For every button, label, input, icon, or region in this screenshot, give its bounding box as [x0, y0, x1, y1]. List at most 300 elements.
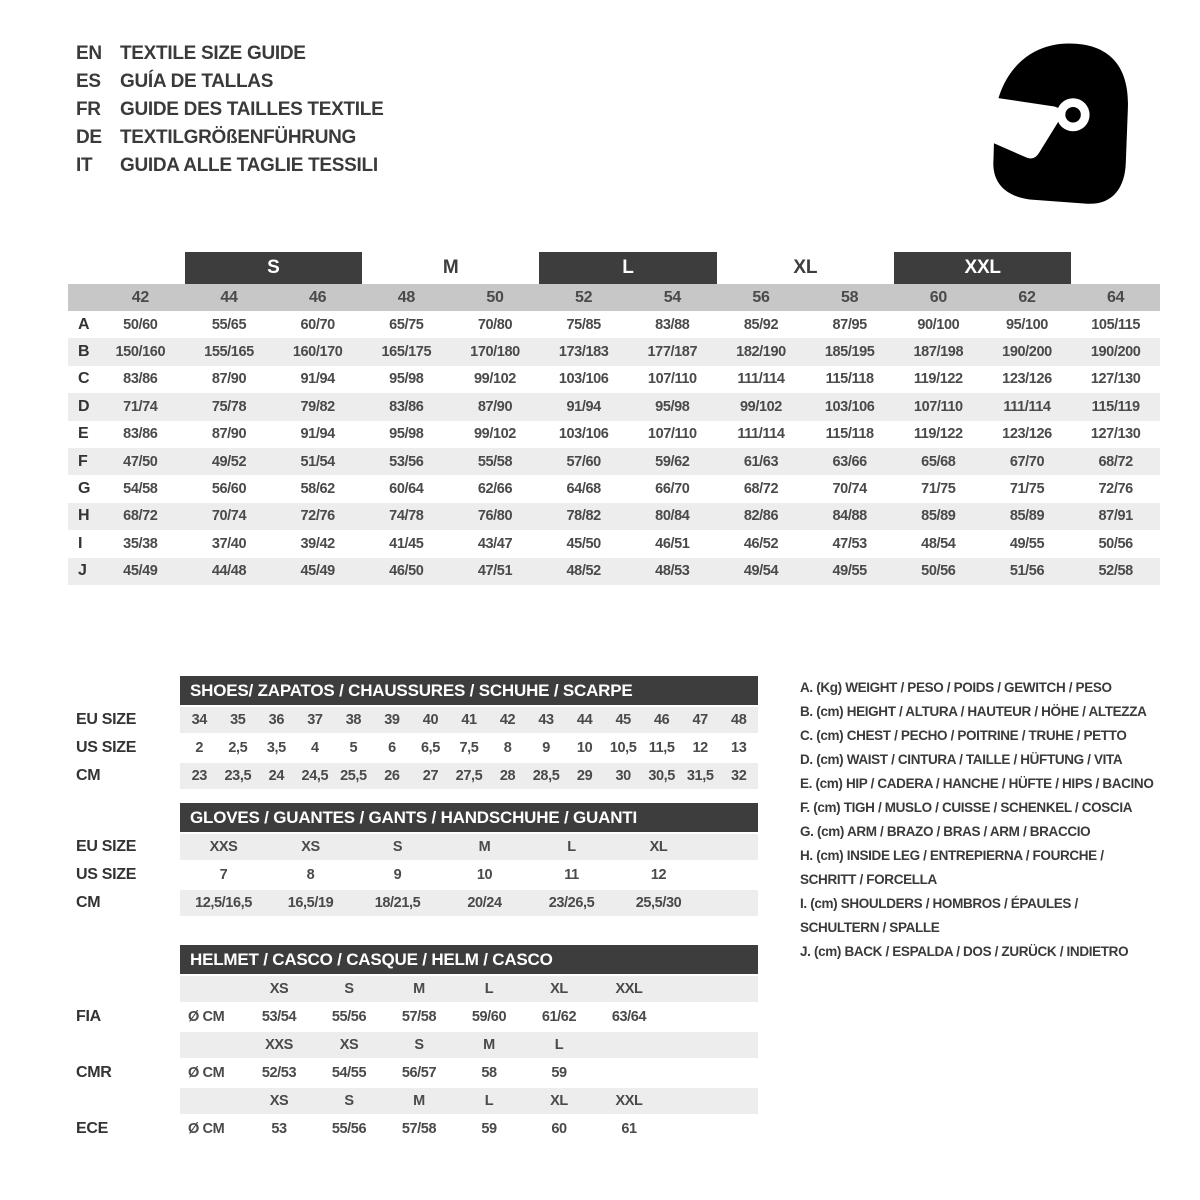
size-cell-value: M — [478, 839, 491, 855]
size-value: 95/98 — [389, 371, 424, 388]
racing-helmet-icon — [978, 38, 1133, 206]
helmet-size-label: M — [413, 981, 425, 997]
size-cell-value: 11 — [564, 867, 579, 883]
size-value: 70/74 — [832, 481, 867, 498]
size-value: 107/110 — [647, 426, 697, 443]
gloves-size-row — [68, 862, 758, 888]
size-value: 68/72 — [1098, 453, 1133, 470]
size-value: 182/190 — [736, 344, 786, 361]
size-value: 119/122 — [913, 426, 963, 443]
numeric-size: 44 — [220, 288, 238, 306]
size-value: 70/80 — [477, 316, 513, 333]
language-code: EN — [76, 43, 102, 64]
measurement-row — [68, 503, 1160, 530]
gloves-title-bar: GLOVES / GUANTES / GANTS / HANDSCHUHE / GUANTI — [180, 803, 758, 832]
languages-list — [76, 40, 383, 180]
row-label: C — [78, 370, 90, 388]
measurement-row — [68, 393, 1160, 420]
size-value: 87/90 — [477, 398, 513, 415]
helmet-size-value: 61 — [621, 1121, 637, 1137]
helmet-size-label: XL — [550, 981, 568, 997]
size-row-label: CM — [76, 767, 101, 784]
size-cell-value: 43 — [538, 712, 554, 728]
legend-item — [800, 820, 1200, 844]
size-value: 50/60 — [123, 316, 158, 333]
shoes-rows — [68, 707, 758, 789]
unit-label: Ø CM — [188, 1009, 225, 1025]
shoes-size-band — [180, 735, 758, 761]
size-cell-value: 7 — [219, 867, 228, 883]
helmet-standard-label: CMR — [76, 1064, 112, 1081]
language-title: TEXTILGRÖßENFÜHRUNG — [120, 127, 357, 148]
helmet-size-label: XL — [550, 1093, 568, 1109]
helmet-sizes-band — [180, 1088, 758, 1114]
legend-line: SCHRITT / FORCELLA — [800, 872, 937, 887]
size-value: 78/82 — [566, 508, 601, 525]
size-value: 103/106 — [558, 426, 609, 443]
language-code: FR — [76, 99, 101, 120]
size-cell-value: 13 — [731, 740, 747, 756]
size-value: 55/58 — [477, 453, 513, 470]
size-value: 49/54 — [743, 563, 779, 580]
row-label: G — [78, 480, 91, 498]
legend-item — [800, 772, 1200, 796]
size-value: 65/68 — [921, 453, 956, 470]
numeric-size: 60 — [929, 288, 947, 306]
helmet-values-band — [180, 1004, 758, 1030]
gloves-section — [68, 803, 758, 916]
size-value: 165/175 — [381, 344, 432, 361]
size-value: 43/47 — [477, 535, 513, 552]
size-value: 119/122 — [913, 371, 963, 388]
size-cell-value: 40 — [422, 712, 439, 728]
size-value: 123/126 — [1002, 426, 1052, 443]
language-title: GUIDE DES TAILLES TEXTILE — [120, 99, 384, 120]
size-value: 67/70 — [1009, 453, 1045, 470]
size-cell-value: XS — [301, 839, 320, 855]
size-cell-value: 10 — [476, 867, 493, 883]
legend-line: I. (cm) SHOULDERS / HOMBROS / ÉPAULES / — [800, 896, 1078, 911]
helmet-values-row — [68, 1004, 758, 1030]
size-cell-value: 7,5 — [459, 740, 479, 756]
helmet-sizes-band — [180, 976, 758, 1002]
size-value: 83/86 — [389, 398, 424, 415]
size-group-m: M — [442, 257, 459, 278]
legend-item — [800, 676, 1200, 700]
helmet-size-label: XS — [269, 981, 289, 997]
measurement-row — [68, 311, 1160, 338]
legend-line: J. (cm) BACK / ESPALDA / DOS / ZURÜCK / INDIETRO — [800, 944, 1129, 959]
size-cell-value: 31,5 — [686, 768, 714, 784]
size-value: 64/68 — [566, 481, 601, 498]
size-group-l: L — [539, 252, 716, 284]
size-cell-value: 35 — [230, 712, 246, 728]
language-row — [76, 124, 383, 152]
row-label: A — [78, 315, 90, 333]
size-value: 107/110 — [647, 371, 697, 388]
size-value: 47/53 — [832, 535, 867, 552]
size-value: 57/60 — [566, 453, 601, 470]
language-code: ES — [76, 71, 101, 92]
measurement-row — [68, 475, 1160, 502]
size-cell-value: 18/21,5 — [374, 895, 421, 911]
helmet-size-label: S — [414, 1037, 424, 1053]
size-cell-value: 36 — [268, 712, 284, 728]
size-cell-value: 28,5 — [532, 768, 560, 784]
size-cell-value: 23/26,5 — [548, 895, 595, 911]
size-cell-value: 2 — [195, 740, 204, 756]
language-row — [76, 96, 383, 124]
row-label: D — [78, 397, 90, 415]
language-title: TEXTILE SIZE GUIDE — [120, 43, 306, 64]
helmet-title-bar: HELMET / CASCO / CASQUE / HELM / CASCO — [180, 945, 758, 974]
size-value: 71/75 — [1009, 481, 1045, 498]
size-value: 177/187 — [647, 344, 698, 361]
size-value: 68/72 — [123, 508, 158, 525]
size-value: 49/52 — [211, 453, 247, 470]
size-cell-value: 10 — [576, 740, 593, 756]
numeric-size: 48 — [397, 288, 415, 306]
measurement-row — [68, 338, 1160, 365]
helmet-size-value: 52/53 — [261, 1065, 297, 1081]
size-cell-value: 12,5/16,5 — [195, 895, 252, 911]
row-label: I — [78, 534, 83, 552]
size-value: 71/75 — [921, 481, 956, 498]
size-value: 63/66 — [832, 453, 867, 470]
size-cell-value: 9 — [393, 867, 402, 883]
legend-item — [800, 724, 1200, 748]
helmet-size-label: S — [344, 981, 354, 997]
size-value: 60/64 — [389, 481, 424, 498]
unit-label: Ø CM — [188, 1065, 225, 1081]
size-value: 65/75 — [389, 316, 424, 333]
measurement-row — [68, 530, 1160, 557]
size-value: 160/170 — [292, 344, 343, 361]
numeric-size: 54 — [663, 288, 681, 306]
size-cell-value: 11,5 — [648, 740, 675, 756]
size-value: 105/115 — [1091, 316, 1141, 333]
helmet-size-label: XXS — [265, 1037, 293, 1053]
size-value: 53/56 — [389, 453, 424, 470]
row-label: J — [78, 562, 87, 580]
size-cell-value: 12 — [650, 867, 667, 883]
gloves-size-band — [180, 834, 758, 860]
gloves-size-row — [68, 834, 758, 860]
size-cell-value: 44 — [576, 712, 593, 728]
size-value: 103/106 — [824, 398, 875, 415]
language-code: IT — [76, 155, 93, 176]
size-value: 48/52 — [566, 563, 601, 580]
size-cell-value: 10,5 — [609, 740, 637, 756]
helmet-size-value: 59 — [481, 1121, 497, 1137]
legend-line: E. (cm) HIP / CADERA / HANCHE / HÜFTE / HIPS / BACINO — [800, 776, 1154, 791]
size-value: 150/160 — [115, 344, 166, 361]
size-value: 190/200 — [1002, 344, 1052, 361]
size-cell-value: 29 — [576, 768, 593, 784]
size-row-label: US SIZE — [76, 739, 137, 756]
legend-line: D. (cm) WAIST / CINTURA / TAILLE / HÜFTUNG / VITA — [800, 752, 1123, 767]
size-cell-value: 47 — [692, 712, 708, 728]
size-cell-value: 3,5 — [266, 740, 286, 756]
size-value: 45/49 — [123, 563, 158, 580]
size-cell-value: 30,5 — [648, 768, 675, 784]
size-value: 95/100 — [1006, 316, 1048, 333]
size-value: 85/89 — [1009, 508, 1045, 525]
helmet-sizes-band — [180, 1032, 758, 1058]
size-value: 99/102 — [474, 426, 516, 443]
size-value: 72/76 — [1098, 481, 1133, 498]
size-value: 155/165 — [204, 344, 254, 361]
size-value: 87/90 — [211, 371, 247, 388]
size-cell-value: 6,5 — [420, 740, 440, 756]
size-value: 127/130 — [1090, 371, 1141, 388]
size-cell-value: 24,5 — [301, 768, 329, 784]
size-value: 190/200 — [1090, 344, 1141, 361]
size-value: 75/78 — [211, 398, 247, 415]
size-value: 123/126 — [1002, 371, 1052, 388]
helmet-size-value: 59 — [551, 1065, 567, 1081]
size-value: 95/98 — [389, 426, 424, 443]
size-value: 48/54 — [921, 535, 956, 552]
helmet-size-value: 61/62 — [541, 1009, 577, 1025]
size-value: 85/89 — [921, 508, 956, 525]
helmet-size-value: 57/58 — [401, 1009, 437, 1025]
helmet-size-label: XS — [269, 1093, 289, 1109]
size-cell-value: 8 — [306, 867, 315, 883]
size-value: 75/85 — [566, 316, 601, 333]
size-row-label: CM — [76, 894, 101, 911]
language-row — [76, 152, 383, 180]
size-cell-value: 24 — [268, 768, 284, 784]
size-value: 115/118 — [825, 371, 874, 388]
size-value: 45/50 — [566, 535, 601, 552]
legend-item — [800, 700, 1200, 724]
language-code: DE — [76, 127, 102, 148]
helmet-size-value: 59/60 — [471, 1009, 507, 1025]
size-value: 83/86 — [123, 426, 158, 443]
gloves-size-band — [180, 862, 758, 888]
numeric-size: 64 — [1107, 288, 1125, 306]
numeric-size: 50 — [486, 288, 504, 306]
size-value: 46/52 — [743, 535, 779, 552]
helmet-size-value: 53/54 — [261, 1009, 297, 1025]
size-value: 70/74 — [211, 508, 247, 525]
size-value: 46/50 — [389, 563, 424, 580]
size-cell-value: 38 — [345, 712, 362, 728]
size-group-header — [68, 252, 1160, 284]
size-value: 58/62 — [300, 481, 335, 498]
size-value: 90/100 — [917, 316, 960, 333]
helmet-section — [68, 945, 758, 1142]
size-value: 170/180 — [470, 344, 520, 361]
size-value: 99/102 — [474, 371, 516, 388]
size-cell-value: 32 — [731, 768, 747, 784]
helmet-size-value: 55/56 — [331, 1009, 367, 1025]
size-cell-value: 25,5/30 — [635, 895, 682, 911]
size-value: 54/58 — [123, 481, 158, 498]
size-value: 68/72 — [743, 481, 779, 498]
size-value: 71/74 — [123, 398, 158, 415]
size-value: 45/49 — [300, 563, 335, 580]
size-cell-value: 25,5 — [340, 768, 367, 784]
legend-line: A. (Kg) WEIGHT / PESO / POIDS / GEWITCH / PESO — [800, 680, 1112, 695]
size-value: 173/183 — [558, 344, 609, 361]
helmet-size-label: L — [484, 981, 494, 997]
shoes-size-band — [180, 763, 758, 789]
size-value: 91/94 — [300, 426, 335, 443]
language-title: GUIDA ALLE TAGLIE TESSILI — [120, 155, 378, 176]
size-value: 60/70 — [300, 316, 335, 333]
size-value: 115/119 — [1091, 398, 1140, 415]
numeric-size: 58 — [841, 288, 859, 306]
size-value: 107/110 — [913, 398, 963, 415]
size-cell-value: XXS — [209, 839, 238, 855]
size-value: 85/92 — [743, 316, 779, 333]
legend-item — [800, 892, 1200, 940]
size-value: 91/94 — [300, 371, 335, 388]
size-value: 91/94 — [566, 398, 601, 415]
size-cell-value: 28 — [499, 768, 516, 784]
size-cell-value: 23 — [191, 768, 207, 784]
size-cell-value: XL — [649, 839, 668, 855]
size-value: 187/198 — [913, 344, 964, 361]
size-cell-value: 27 — [422, 768, 439, 784]
helmet-size-value: 60 — [551, 1121, 567, 1137]
size-value: 48/53 — [655, 563, 690, 580]
helmet-size-value: 54/55 — [331, 1065, 367, 1081]
size-cell-value: 6 — [388, 740, 396, 756]
gloves-rows — [68, 834, 758, 916]
size-value: 87/91 — [1098, 508, 1133, 525]
size-value: 83/86 — [123, 371, 158, 388]
helmet-sizes-row — [68, 1032, 758, 1058]
shoes-size-row — [68, 707, 758, 733]
size-value: 56/60 — [211, 481, 247, 498]
size-value: 185/195 — [824, 344, 875, 361]
size-value: 35/38 — [123, 535, 158, 552]
helmet-sizes-row — [68, 976, 758, 1002]
size-value: 37/40 — [211, 535, 247, 552]
row-label: B — [78, 343, 90, 361]
legend-line: G. (cm) ARM / BRAZO / BRAS / ARM / BRACCIO — [800, 824, 1091, 839]
size-value: 49/55 — [832, 563, 867, 580]
helmet-size-value: 58 — [481, 1065, 497, 1081]
numeric-size: 62 — [1018, 288, 1036, 306]
legend-line: SCHULTERN / SPALLE — [800, 920, 940, 935]
size-value: 76/80 — [477, 508, 513, 525]
size-value: 79/82 — [300, 398, 335, 415]
size-cell-value: 42 — [499, 712, 516, 728]
size-value: 111/114 — [1003, 398, 1051, 415]
size-value: 99/102 — [740, 398, 782, 415]
size-value: 66/70 — [655, 481, 690, 498]
helmet-standard-label: ECE — [76, 1120, 108, 1137]
legend-line: F. (cm) TIGH / MUSLO / CUISSE / SCHENKEL / COSCIA — [800, 800, 1133, 815]
size-value: 41/45 — [389, 535, 424, 552]
size-cell-value: 12 — [692, 740, 708, 756]
helmet-size-label: M — [413, 1093, 425, 1109]
size-cell-value: 48 — [731, 712, 747, 728]
size-value: 103/106 — [558, 371, 609, 388]
measurement-row — [68, 558, 1160, 585]
shoes-section — [68, 676, 758, 789]
size-group-xl: XL — [793, 257, 818, 278]
helmet-size-label: L — [484, 1093, 494, 1109]
helmet-rows — [68, 976, 758, 1142]
size-value: 51/54 — [300, 453, 335, 470]
size-cell-value: 4 — [311, 740, 319, 756]
size-cell-value: 20/24 — [467, 895, 502, 911]
helmet-values-band — [180, 1116, 758, 1142]
helmet-size-value: 56/57 — [401, 1065, 437, 1081]
helmet-size-label: M — [483, 1037, 495, 1053]
size-cell-value: 30 — [615, 768, 631, 784]
size-value: 47/50 — [123, 453, 158, 470]
size-value: 46/51 — [655, 535, 690, 552]
size-row-label: EU SIZE — [76, 838, 137, 855]
size-cell-value: 27,5 — [455, 768, 483, 784]
size-cell-value: 41 — [461, 712, 477, 728]
size-value: 80/84 — [655, 508, 690, 525]
row-label: H — [78, 507, 90, 525]
size-value: 95/98 — [655, 398, 690, 415]
legend-line: H. (cm) INSIDE LEG / ENTREPIERNA / FOURCHE / — [800, 848, 1104, 863]
size-group-xxl: XXL — [894, 252, 1071, 284]
legend-item — [800, 844, 1200, 892]
size-cell-value: 16,5/19 — [287, 895, 334, 911]
size-value: 62/66 — [477, 481, 513, 498]
size-row-label: US SIZE — [76, 866, 137, 883]
numeric-size-band — [68, 284, 1160, 311]
size-value: 87/95 — [832, 316, 867, 333]
helmet-size-label: L — [554, 1037, 564, 1053]
helmet-size-value: 57/58 — [401, 1121, 437, 1137]
size-cell-value: 5 — [349, 740, 358, 756]
helmet-sizes-row-spacer — [68, 1032, 180, 1058]
size-cell-value: 8 — [503, 740, 512, 756]
helmet-size-value: 53 — [271, 1121, 287, 1137]
helmet-size-label: XXL — [615, 981, 643, 997]
size-cell-value: 45 — [615, 712, 631, 728]
gloves-size-row — [68, 890, 758, 916]
numeric-size: 56 — [752, 288, 770, 306]
helmet-values-row — [68, 1116, 758, 1142]
unit-label: Ø CM — [188, 1121, 225, 1137]
size-value: 51/56 — [1009, 563, 1045, 580]
size-value: 39/42 — [300, 535, 335, 552]
size-value: 47/51 — [477, 563, 513, 580]
language-title: GUÍA DE TALLAS — [120, 71, 274, 92]
helmet-size-label: XXL — [615, 1093, 643, 1109]
helmet-values-row — [68, 1060, 758, 1086]
numeric-size: 46 — [309, 288, 327, 306]
size-group-s: S — [185, 252, 362, 284]
size-cell-value: 9 — [542, 740, 550, 756]
size-value: 50/56 — [1098, 535, 1133, 552]
size-value: 74/78 — [389, 508, 424, 525]
helmet-sizes-row-spacer — [68, 976, 180, 1002]
helmet-standard-label: FIA — [76, 1008, 101, 1025]
size-value: 61/63 — [743, 453, 779, 470]
helmet-sizes-row-spacer — [68, 1088, 180, 1114]
measurement-row — [68, 366, 1160, 393]
size-cell-value: 46 — [653, 712, 670, 728]
numeric-size: 42 — [131, 288, 149, 306]
measurement-row — [68, 421, 1160, 448]
size-value: 115/118 — [825, 426, 874, 443]
size-value: 84/88 — [832, 508, 867, 525]
size-cell-value: 2,5 — [228, 740, 248, 756]
